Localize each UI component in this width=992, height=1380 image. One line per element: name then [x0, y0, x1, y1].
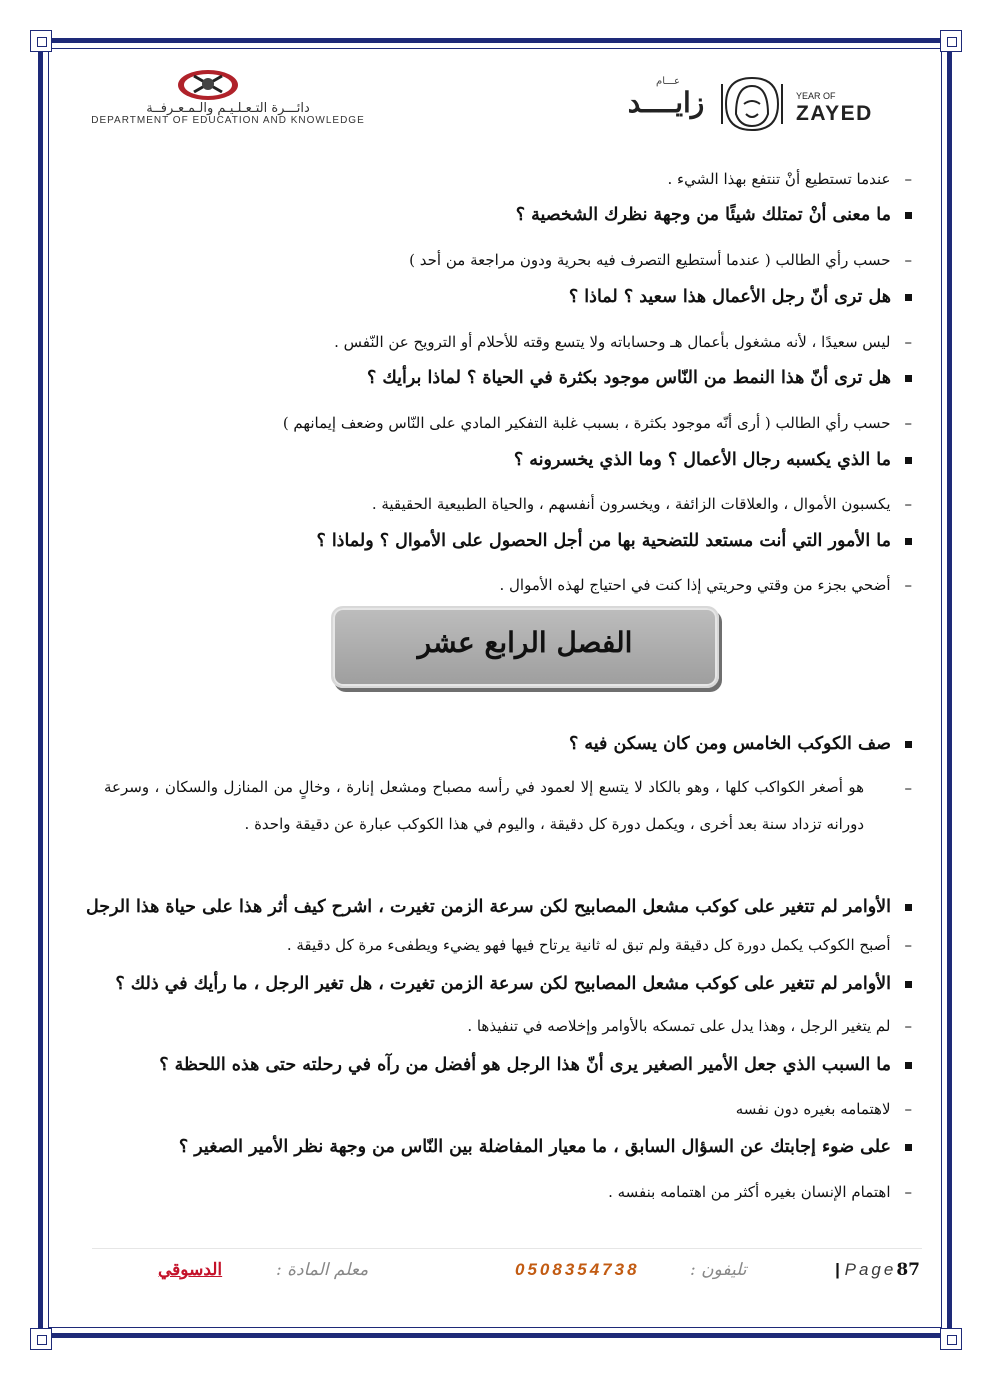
emblem-icon — [176, 68, 240, 102]
frame-corner-bottom-left — [30, 1328, 52, 1350]
answer-1: –عندما تستطيع أنْ تنتفع بهذا الشيء . — [667, 170, 912, 188]
bullet-icon — [905, 457, 912, 464]
answer-3: –ليس سعيدًا ، لأنه مشغول بأعمال هـ وحساباته ولا يتسع وقته للأحلام أو الترويح عن النّفس . — [334, 333, 912, 351]
page-border-inner — [48, 48, 942, 1328]
bullet-icon — [905, 538, 912, 545]
teacher-name: الدسوقي — [158, 1260, 223, 1280]
frame-corner-bottom-right — [940, 1328, 962, 1350]
answer-5: –يكسبون الأموال ، والعلاقات الزائفة ، ويخسرون أنفسهم ، والحياة الطبيعية الحقيقية . — [371, 495, 912, 513]
bullet-icon — [905, 981, 912, 988]
footer-divider — [92, 1248, 922, 1249]
answer-2: –حسب رأي الطالب ( عندما أستطيع التصرف فيه بحرية ودون مراجعة من أحد ) — [409, 251, 912, 269]
frame-corner-top-right — [940, 30, 962, 52]
answer-9: –لم يتغير الرجل ، وهذا يدل على تمسكه بالأوامر وإخلاصه في تنفيذها . — [467, 1017, 912, 1035]
answer-7-dash: – — [904, 779, 912, 797]
zayed-english: ZAYED — [796, 102, 873, 125]
page-number: | Page87 — [835, 1260, 920, 1280]
question-3: هل ترى أنّ هذا النمط من النّاس موجود بكثرة في الحياة ؟ لماذا برأيك ؟ — [367, 368, 912, 388]
bullet-icon — [905, 375, 912, 382]
chapter-heading-box — [331, 606, 719, 688]
bullet-icon — [905, 212, 912, 219]
bullet-icon — [905, 904, 912, 911]
bullet-icon — [905, 1144, 912, 1151]
bullet-icon — [905, 1062, 912, 1069]
bullet-icon — [905, 294, 912, 301]
question-10: على ضوء إجابتك عن السؤال السابق ، ما معيار المفاضلة بين النّاس من وجهة نظر الأمير الصغير ؟ — [179, 1137, 912, 1157]
department-name-arabic: دائـــرة التـعـلـيـم والـمـعـرفــة — [146, 101, 310, 116]
department-of-education-logo — [88, 68, 368, 138]
answer-4: –حسب رأي الطالب ( أرى أنّه موجود بكثرة ، بسبب غلبة التفكير المادي على النّاس وضعف إيمانهم ) — [282, 414, 912, 432]
answer-11: –اهتمام الإنسان بغيره أكثر من اهتمامه بنفسه . — [608, 1183, 912, 1201]
phone-number: 0508354738 — [515, 1260, 640, 1279]
answer-7: هو أصغر الكواكب كلها ، وهو بالكاد لا يتسع إلا لعمود في رأسه مصباح ومشعل إنارة ، وخالٍ من المنازل والسكان ، وسرعة دورانه تزداد سنة بعد أخرى ، ويكمل دورة كل دقيقة ، واليوم في هذا الكوكب عبارة عن دقيقة واحدة . — [104, 778, 864, 833]
zayed-arabic: زايــــد — [627, 86, 705, 119]
answer-10: –لاهتمامه بغيره دون نفسه — [735, 1100, 912, 1118]
phone-label: تليفون : — [690, 1260, 747, 1280]
bullet-icon — [905, 741, 912, 748]
page-header — [80, 68, 910, 138]
department-name-english: DEPARTMENT OF EDUCATION AND KNOWLEDGE — [91, 115, 365, 126]
question-7: الأوامر لم تتغير على كوكب مشعل المصابيح لكن سرعة الزمن تغيرت ، اشرح كيف أثر هذا على حياة هذا الرجل — [86, 897, 912, 917]
teacher-label: معلم المادة : — [276, 1260, 369, 1280]
question-8: الأوامر لم تتغير على كوكب مشعل المصابيح لكن سرعة الزمن تغيرت ، هل تغير الرجل ، ما رأيك في ذلك ؟ — [115, 974, 912, 994]
question-5: ما الأمور التي أنت مستعد للتضحية بها من أجل الحصول على الأموال ؟ ولماذا ؟ — [316, 531, 912, 551]
question-4: ما الذي يكسبه رجال الأعمال ؟ وما الذي يخسرونه ؟ — [514, 450, 912, 470]
frame-corner-top-left — [30, 30, 52, 52]
answer-6: –أضحي بجزء من وقتي وحريتي إذا كنت في احتياج لهذه الأموال . — [499, 576, 912, 594]
question-2: هل ترى أنّ رجل الأعمال هذا سعيد ؟ لماذا ؟ — [569, 287, 912, 307]
year-label-english: YEAR OF — [796, 91, 836, 101]
question-9: ما السبب الذي جعل الأمير الصغير يرى أنّ هذا الرجل هو أفضل من رآه في رحلته حتى هذه اللحظة ؟ — [159, 1055, 912, 1075]
year-of-zayed-logo — [570, 68, 900, 138]
question-6: صف الكوكب الخامس ومن كان يسكن فيه ؟ — [569, 734, 912, 754]
zayed-portrait-icon — [720, 74, 784, 134]
answer-8: –أصبح الكوكب يكمل دورة كل دقيقة ولم تبق له ثانية يرتاح فيها فهو يضيء ويطفىء مرة كل دقيقة . — [286, 936, 912, 954]
question-1: ما معنى أنْ تمتلك شيئًا من وجهة نظرك الشخصية ؟ — [516, 205, 912, 225]
chapter-title: الفصل الرابع عشر — [417, 626, 633, 659]
year-label-arabic: عـــام — [656, 76, 680, 87]
